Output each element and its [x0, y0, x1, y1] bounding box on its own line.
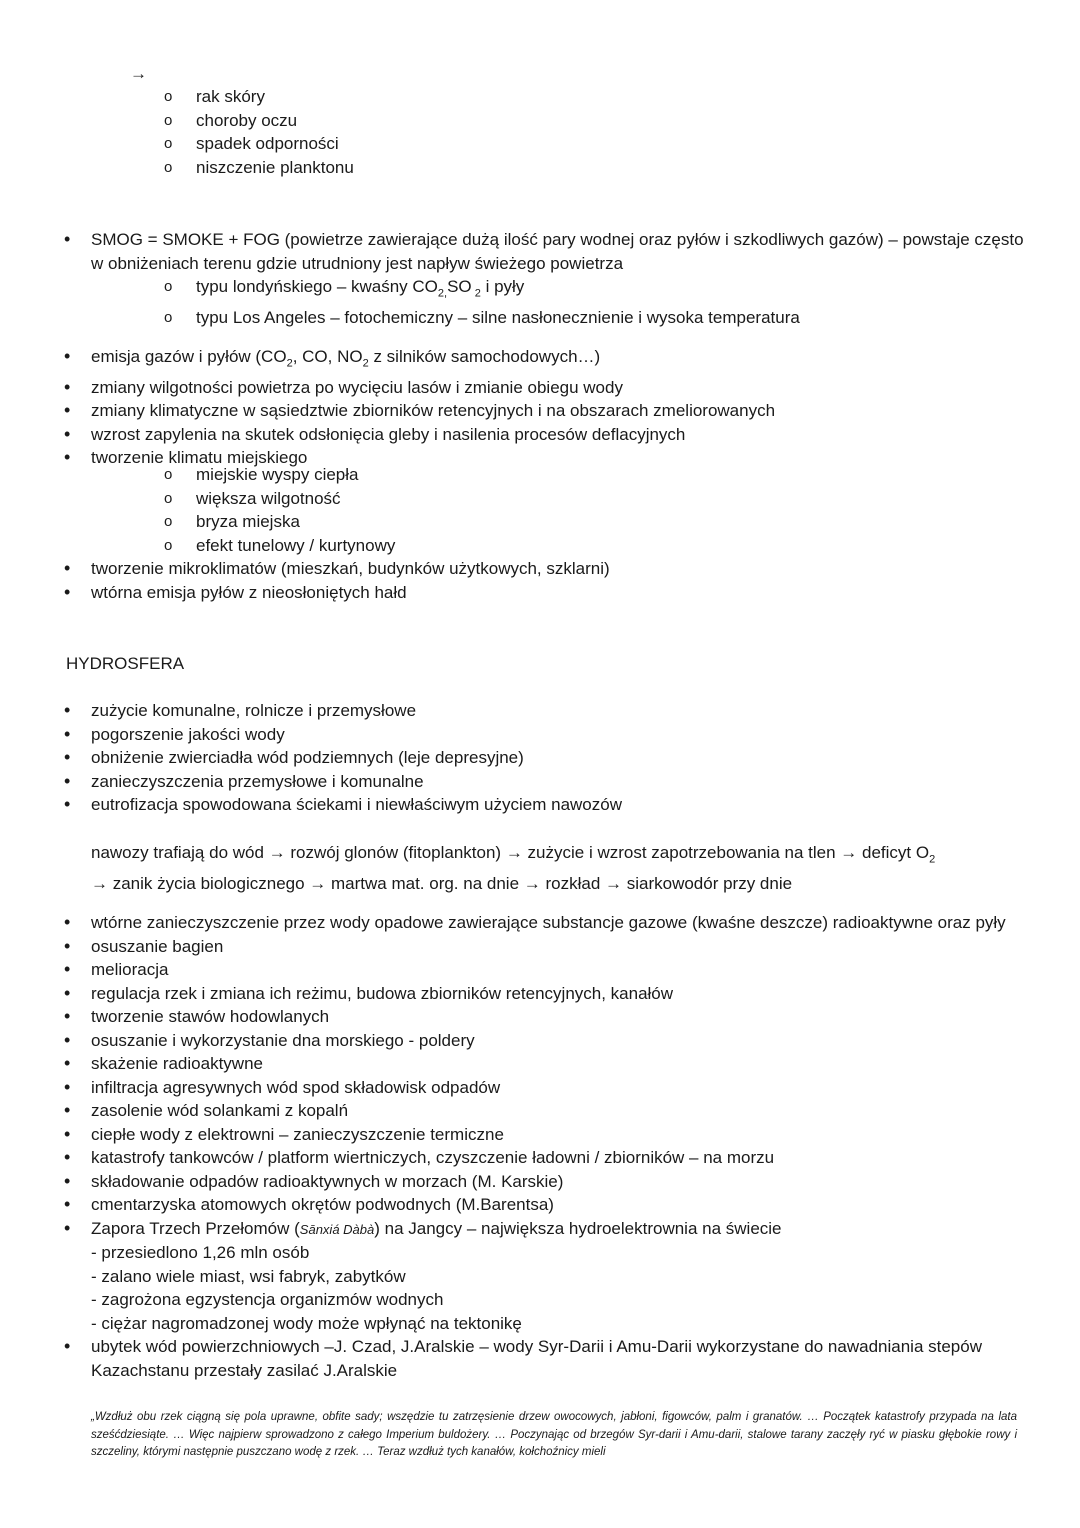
list-item-detail: - ciężar nagromadzonej wody może wpłynąć na tektonikę — [91, 1313, 522, 1333]
list-item: • zasolenie wód solankami z kopalń — [64, 1100, 349, 1120]
list-item: • cmentarzyska atomowych okrętów podwodnych (M.Barentsa) — [64, 1194, 554, 1214]
list-item-detail: - zalano wiele miast, wsi fabryk, zabytków — [91, 1266, 406, 1286]
quote-paragraph: „Wzdłuż obu rzek ciągną się pola uprawne, obfite sady; wszędzie tu zatrzęsienie drzew owocowych, jabłoni, figowców, palm i granatów. … Początek katastrofy przypada na lata sześćdziesiąte. … Więc najpierw sprowadzono z całego Imperium buldożery. … Poczynając od brzegów Syr-darii i Amu-darii, stalowe tarany zaczęły ryć w piasku głębokie rowy i szczeliny, którymi następnie puszczano wodę z rzek. … Teraz wzdłuż tych kanałów, kołchoźnicy mieli — [91, 1411, 1017, 1458]
sublist-item: o choroby oczu — [164, 110, 298, 130]
arrow-marker: → — [130, 64, 147, 83]
list-item: • osuszanie bagien — [64, 935, 224, 956]
list-item: • zanieczyszczenia przemysłowe i komunalne — [64, 770, 424, 791]
list-item: • wtórna emisja pyłów z nieosłoniętych hałd — [64, 581, 407, 602]
hydrosphere-list-2 — [64, 911, 1024, 1382]
atmosphere-list — [64, 345, 1024, 470]
list-item: • ciepłe wody z elektrowni – zanieczyszczenie termiczne — [64, 1123, 504, 1144]
smog-bullet: • SMOG = SMOKE + FOG (powietrze zawierające dużą ilość pary wodnej oraz pyłów i szkodliwych gazów) – powstaje często w obniżeniach terenu gdzie utrudniony jest napływ świeżego powietrza — [64, 229, 1024, 273]
list-item: • wtórne zanieczyszczenie przez wody opadowe zawierające substancje gazowe (kwaśne deszcze) radioaktywne oraz pyły — [64, 912, 1006, 932]
list-item: • zmiany wilgotności powietrza po wycięciu lasów i zmianie obiegu wody — [64, 376, 623, 397]
smog-sublist — [164, 275, 800, 329]
sublist-item: o miejskie wyspy ciepła — [164, 465, 359, 484]
list-item: • infiltracja agresywnych wód spod składowisk odpadów — [64, 1076, 501, 1097]
list-item: • katastrofy tankowców / platform wiertniczych, czyszczenie ładowni / zbiorników – na morzu — [64, 1147, 775, 1167]
sublist-item: o niszczenie planktonu — [164, 157, 354, 177]
section-heading: HYDROSFERA — [66, 654, 185, 673]
list-item: • emisja gazów i pyłów ($CO_2$, CO, $NO_2$ z silników samochodowych…) — [64, 346, 601, 370]
list-item: • Zapora Trzech Przełomów (Sānxiá Dàbà) na Jangcy – największa hydroelektrownia na świecie — [64, 1217, 782, 1238]
list-item: • obniżenie zwierciadła wód podziemnych (leje depresyjne) — [64, 747, 524, 767]
list-item: • tworzenie stawów hodowlanych — [64, 1006, 330, 1026]
atmosphere-list-2 — [64, 557, 1024, 604]
list-item-detail: - przesiedlono 1,26 mln osób — [91, 1243, 310, 1262]
eutrophication-chain: nawozy trafiają do wód → rozwój glonów (fitoplankton) → zużycie i wzrost zapotrzebowania na tlen → deficyt $O_2$ → zanik życia biologicznego → martwa mat. org. na dnie → rozkład → siarkowodór przy dnie — [91, 843, 936, 893]
list-item: • regulacja rzek i zmiana ich reżimu, budowa zbiorników retencyjnych, kanałów — [64, 982, 674, 1003]
sublist-item: o typu londyńskiego – kwaśny $CO_{2,}SO$ $_2$ i pyły — [164, 277, 525, 300]
effects-sublist — [164, 85, 354, 179]
list-item: • melioracja — [64, 959, 169, 979]
sublist-item: o spadek odporności — [164, 134, 339, 153]
list-item-detail: - zagrożona egzystencja organizmów wodnych — [91, 1290, 444, 1309]
list-item: • tworzenie mikroklimatów (mieszkań, budynków użytkowych, szklarni) — [64, 558, 610, 578]
list-item: • wzrost zapylenia na skutek odsłonięcia gleby i nasilenia procesów deflacyjnych — [64, 423, 686, 444]
hydrosphere-list — [64, 699, 1024, 817]
list-item: • osuszanie i wykorzystanie dna morskiego - poldery — [64, 1029, 475, 1050]
list-item: • tworzenie klimatu miejskiego — [64, 447, 308, 468]
list-item: • zużycie komunalne, rolnicze i przemysłowe — [64, 700, 417, 720]
list-item: • skażenie radioaktywne — [64, 1053, 263, 1073]
list-item: • składowanie odpadów radioaktywnych w morzach (M. Karskie) — [64, 1170, 564, 1191]
sublist-item: o typu Los Angeles – fotochemiczny – silne nasłonecznienie i wysoka temperatura — [164, 307, 800, 327]
sublist-item: o większa wilgotność — [164, 488, 341, 508]
sublist-item: o rak skóry — [164, 87, 265, 106]
list-item: • zmiany klimatyczne w sąsiedztwie zbiorników retencyjnych i na obszarach zmeliorowanych — [64, 400, 776, 421]
list-item: • ubytek wód powierzchniowych –J. Czad, J.Aralskie – wody Syr-Darii i Amu-Darii wykorzystane do nawadniania stepów Kazachstanu przestały zasilać J.Aralskie — [64, 1336, 982, 1380]
sublist-item: o efekt tunelowy / kurtynowy — [164, 535, 396, 555]
list-item: • eutrofizacja spowodowana ściekami i niewłaściwym użyciem nawozów — [64, 794, 622, 814]
list-item: • pogorszenie jakości wody — [64, 723, 285, 744]
climate-sublist — [164, 463, 395, 557]
sublist-item: o bryza miejska — [164, 512, 300, 531]
